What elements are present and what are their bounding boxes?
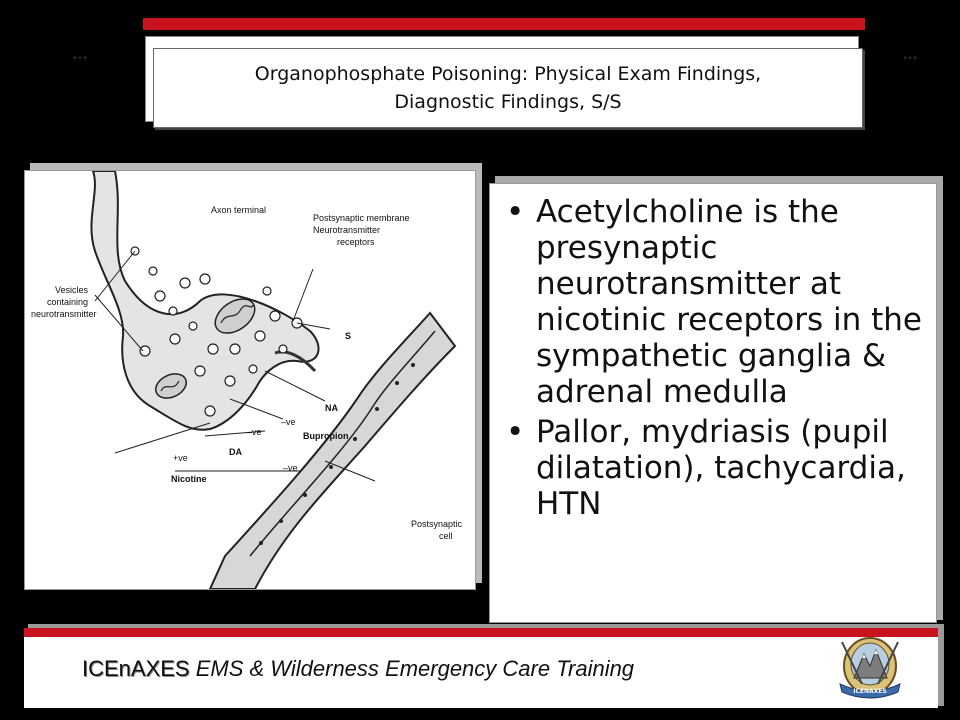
bullet-marker: •	[506, 414, 525, 450]
slide-title	[153, 48, 863, 128]
synapse-diagram	[24, 170, 476, 590]
label-minus-ve-2: –ve	[247, 427, 262, 437]
label-vesicles: Vesicles	[55, 285, 89, 295]
slide-title-line-1: Organophosphate Poisoning: Physical Exam Findings,	[254, 63, 762, 85]
label-plus-ve: +ve	[173, 453, 188, 463]
bullet-marker: •	[506, 194, 525, 230]
slide-title-line-2: Diagnostic Findings, S/S	[394, 91, 622, 113]
synapse-illustration	[25, 171, 475, 589]
label-postsynaptic-membrane: Postsynaptic membrane	[313, 213, 410, 223]
label-neurotransmitter: Neurotransmitter	[313, 225, 381, 235]
label-nicotine: Nicotine	[171, 474, 207, 484]
top-accent-bar	[143, 18, 865, 30]
label-postsynaptic: Postsynaptic	[411, 519, 463, 529]
label-neurotransmitter-vesicle: neurotransmitter	[31, 309, 97, 319]
label-axon-terminal: Axon terminal	[211, 205, 267, 215]
bullets-panel	[489, 183, 937, 623]
bullet-text: Acetylcholine is the presynaptic neurotransmitter at nicotinic receptors in the sympathetic ganglia & adrenal medulla	[536, 194, 922, 410]
label-na: NA	[325, 403, 338, 413]
bullet-item	[506, 414, 930, 522]
label-minus-ve-1: –ve	[281, 417, 296, 427]
label-da: DA	[229, 447, 242, 457]
faint-corner-text-left: ▪ ▪ ▪	[73, 55, 87, 61]
footer-accent-bar	[24, 628, 938, 637]
brand-name: ICEnAXES	[82, 656, 190, 681]
label-minus-ve-3: –ve	[283, 463, 298, 473]
brand-tagline: EMS & Wilderness Emergency Care Training	[189, 656, 635, 681]
bullet-list	[506, 194, 930, 522]
icenaxes-logo-icon	[832, 634, 908, 702]
label-containing: containing	[47, 297, 89, 307]
label-s: S	[345, 331, 352, 341]
label-bupropion: Bupropion	[303, 431, 349, 441]
faint-corner-text-right: ▪ ▪ ▪	[903, 55, 917, 61]
logo-text: ICENAXES	[853, 688, 887, 695]
label-cell: cell	[439, 531, 453, 541]
footer	[24, 628, 938, 708]
label-receptors: receptors	[337, 237, 375, 247]
bullet-item	[506, 194, 930, 410]
footer-brand	[82, 656, 634, 682]
bullet-text: Pallor, mydriasis (pupil dilatation), tachycardia, HTN	[536, 414, 906, 522]
